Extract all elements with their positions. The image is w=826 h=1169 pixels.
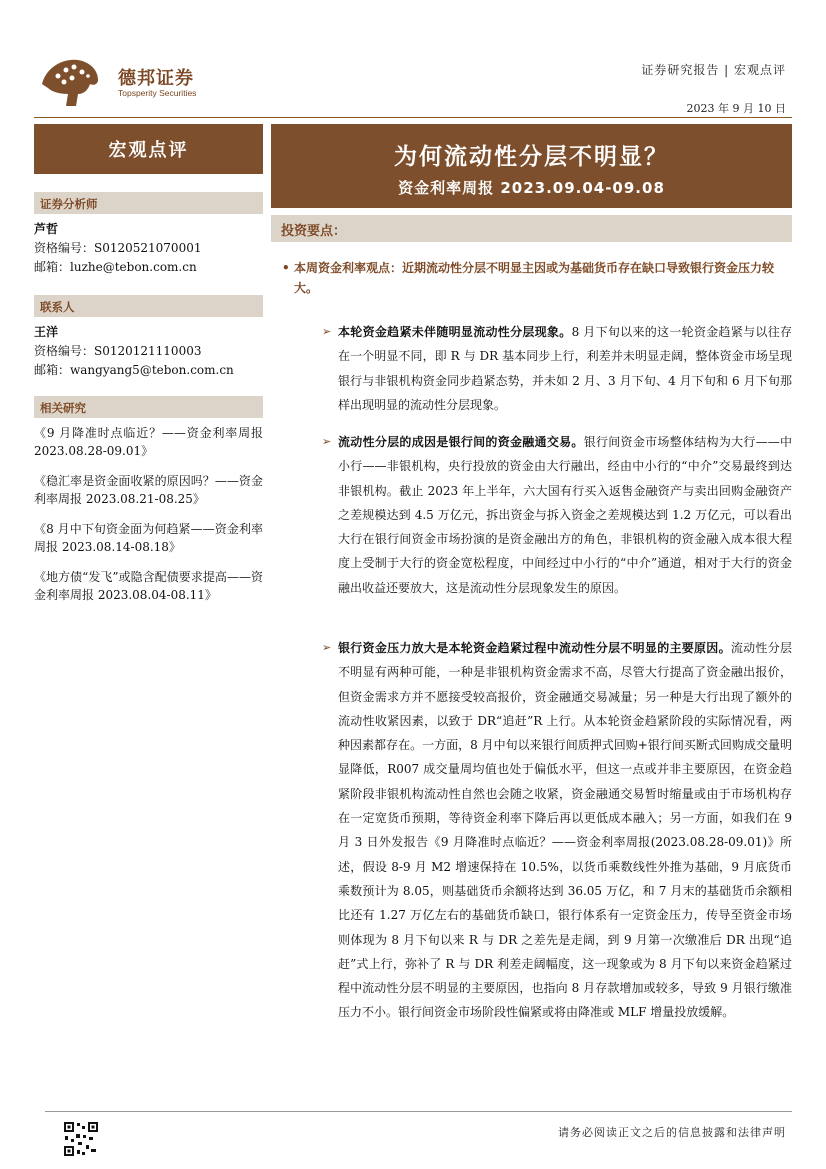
contact-license: 资格编号：S0120121110003 bbox=[34, 344, 202, 358]
arrow-bullet-icon: ➢ bbox=[322, 641, 332, 654]
contact-name: 王洋 bbox=[34, 325, 59, 339]
header-divider bbox=[34, 117, 792, 118]
point-2-lead: 流动性分层的成因是银行间的资金融通交易。 bbox=[338, 435, 584, 449]
footer-disclaimer[interactable]: 请务必阅读正文之后的信息披露和法律声明 bbox=[558, 1126, 786, 1139]
related-item-3[interactable]: 《8 月中下旬资金面为何趋紧——资金利率周报 2023.08.14-08.18》 bbox=[34, 522, 263, 554]
point-1-lead: 本轮资金趋紧未伴随明显流动性分层现象。 bbox=[338, 325, 572, 339]
related-item-4[interactable]: 《地方债“发飞”或隐含配债要求提高——资金利率周报 2023.08.04-08.11》 bbox=[34, 570, 263, 602]
invest-heading: 投资要点： bbox=[271, 215, 792, 242]
footer-divider bbox=[45, 1111, 792, 1112]
main-point bbox=[280, 258, 792, 298]
sidebar bbox=[34, 192, 263, 604]
category-label: 宏观点评 bbox=[34, 124, 263, 174]
leopard-logo-icon bbox=[38, 54, 102, 110]
page-title: 为何流动性分层不明显？ bbox=[394, 144, 669, 170]
contact-email[interactable]: 邮箱：wangyang5@tebon.com.cn bbox=[34, 363, 234, 377]
bullet-dot-icon: • bbox=[282, 261, 290, 275]
related-item-2[interactable]: 《稳汇率是资金面收紧的原因吗？——资金利率周报 2023.08.21-08.25》 bbox=[34, 474, 263, 506]
brand-name: 德邦证券 bbox=[118, 68, 194, 89]
point-1-body: 8 月下旬以来的这一轮资金趋紧与以往存在一个明显不同，即 R 与 DR 基本同步上行，利差并未明显走阔，整体资金市场呈现银行与非银机构资金同步趋紧态势，并未如 2 月、3 月下旬、4 月下旬和 6 月下旬那样出现明显的流动性分层现象。 bbox=[338, 325, 792, 412]
analyst-license: 资格编号：S0120521070001 bbox=[34, 241, 202, 255]
analyst-heading: 证券分析师 bbox=[34, 192, 263, 214]
main-point-text: 本周资金利率观点：近期流动性分层不明显主因或为基础货币存在缺口导致银行资金压力较大。 bbox=[294, 261, 775, 295]
related-heading: 相关研究 bbox=[34, 396, 263, 418]
analyst-name: 芦哲 bbox=[34, 222, 59, 236]
page-subtitle: 资金利率周报 2023.09.04-09.08 bbox=[398, 179, 665, 197]
title-band bbox=[271, 124, 792, 208]
related-item-1[interactable]: 《9 月降准时点临近？——资金利率周报 2023.08.28-09.01》 bbox=[34, 426, 263, 458]
point-1 bbox=[322, 320, 792, 417]
point-2-body: 银行间资金市场整体结构为大行——中小行——非银机构，央行投放的资金由大行融出，经由中小行的“中介”交易最终到达非银机构。截止 2023 年上半年，六大国有行买入返售金融资产与卖出回购金融资产之差规模达到 4.5 万亿元，拆出资金与拆入资金之差规模达到 1.2 万亿元，可以看出大行在银行间资金市场扮演的是资金融出方的角色，非银机构的资金融入成本很大程度上受制于大行的资金宽松程度，中间经过中小行的“中介”通道，相对于大行的资金融出收益还要放大，这是流动性分层现象发生的原因。 bbox=[338, 435, 792, 595]
brand-name-en: Topsperity Securities bbox=[118, 88, 197, 98]
report-date: 2023 年 9 月 10 日 bbox=[686, 102, 786, 115]
arrow-bullet-icon: ➢ bbox=[322, 325, 332, 338]
point-3 bbox=[322, 636, 792, 1025]
arrow-bullet-icon: ➢ bbox=[322, 435, 332, 448]
report-type: 证券研究报告 | 宏观点评 bbox=[641, 63, 786, 77]
qr-code-icon bbox=[63, 1121, 99, 1157]
point-2 bbox=[322, 430, 792, 600]
point-3-body: 流动性分层不明显有两种可能，一种是非银机构资金需求不高，尽管大行提高了资金融出报价，但资金需求方并不愿接受较高报价，资金融通交易减量；另一种是大行出现了额外的流动性收紧因素，以致于 DR“追赶”R 上行。从本轮资金趋紧阶段的实际情况看，两种因素都存在。一方面，8 月中旬以来银行间质押式回购+银行间买断式回购成交量明显降低，R007 成交量周均值也处于偏低水平，但这一点或并非主要原因，在资金趋紧阶段非银机构流动性自然也会随之收紧，资金融通交易暂时缩量或由于市场机构存在一定宽货币预期，等待资金利率下降后再以更低成本融入；另一方面，如我们在 9 月 3 日外发报告《9 月降准时点临近？——资金利率周报(2023.08.28-09.01)》所述，假设 8-9 月 M2 增速保持在 10.5%，以货币乘数线性外推为基础，9 月底货币乘数预计为 8.05，则基础货币余额将达到 36.05 万亿，和 7 月末的基础货币余额相比还有 1.27 万亿左右的基础货币缺口，银行体系有一定资金压力，传导至资金市场则体现为 8 月下旬以来 R 与 DR 之差先是走阔，到 9 月第一次缴准后 DR 出现“追赶”式上行，弥补了 R 与 DR 利差走阔幅度，这一现象或为 8 月下旬以来资金趋紧过程中流动性分层不明显的主要原因，也指向 8 月存款增加或较多，导致 9 月银行缴准压力不小。银行间资金市场阶段性偏紧或将由降准或 MLF 增量投放缓解。 bbox=[338, 641, 792, 1020]
point-3-lead: 银行资金压力放大是本轮资金趋紧过程中流动性分层不明显的主要原因。 bbox=[338, 641, 731, 655]
contact-heading: 联系人 bbox=[34, 295, 263, 317]
analyst-email[interactable]: 邮箱：luzhe@tebon.com.cn bbox=[34, 260, 197, 274]
